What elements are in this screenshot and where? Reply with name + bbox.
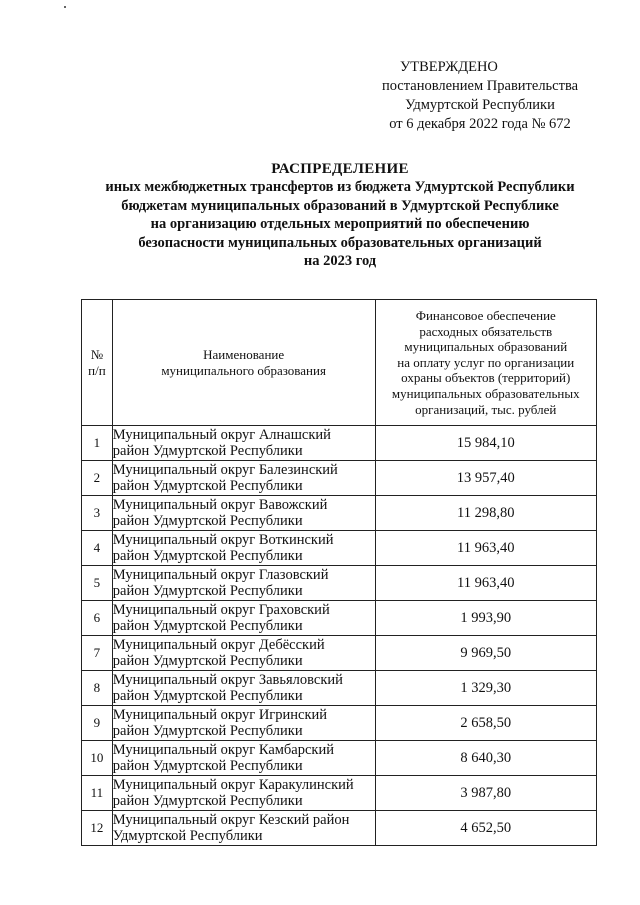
row-number: 9 bbox=[82, 706, 113, 741]
municipality-name-line: район Удмуртской Республики bbox=[112, 478, 303, 495]
municipality-name bbox=[112, 461, 375, 496]
header-amount-line: Финансовое обеспечение bbox=[415, 308, 556, 323]
scan-speck bbox=[64, 6, 66, 8]
table-row bbox=[82, 811, 597, 846]
municipality-name-line: район Удмуртской Республики bbox=[112, 723, 303, 740]
municipality-name bbox=[112, 811, 375, 846]
header-amount bbox=[375, 300, 597, 426]
header-number-line: № bbox=[90, 346, 104, 362]
header-amount-line: на оплату услуг по организации bbox=[397, 354, 575, 370]
approval-heading: УТВЕРЖДЕНО bbox=[400, 59, 498, 75]
amount-value: 11 963,40 bbox=[375, 531, 597, 566]
table-row bbox=[82, 461, 597, 496]
municipality-name bbox=[112, 776, 375, 811]
title-line: безопасности муниципальных образовательных организаций bbox=[138, 234, 542, 251]
table-row bbox=[82, 426, 597, 461]
row-number: 11 bbox=[82, 776, 113, 811]
header-amount-line: муниципальных образований bbox=[404, 339, 568, 355]
table-header-row bbox=[82, 300, 597, 426]
municipality-name-line: Муниципальный округ Граховский bbox=[112, 602, 330, 619]
row-number: 3 bbox=[82, 496, 113, 531]
table-row bbox=[82, 671, 597, 706]
distribution-table bbox=[81, 299, 597, 846]
municipality-name-line: район Удмуртской Республики bbox=[112, 758, 303, 775]
municipality-name-line: Муниципальный округ Игринский bbox=[112, 707, 328, 724]
municipality-name bbox=[112, 601, 375, 636]
row-number: 7 bbox=[82, 636, 113, 671]
amount-value: 4 652,50 bbox=[375, 811, 597, 846]
municipality-name-line: район Удмуртской Республики bbox=[112, 583, 303, 600]
municipality-name-line: Муниципальный округ Воткинский bbox=[112, 532, 334, 549]
row-number: 2 bbox=[82, 461, 113, 496]
header-name-line: муниципального образования bbox=[161, 362, 326, 378]
title-line: на 2023 год bbox=[303, 253, 377, 270]
header-number bbox=[82, 300, 113, 426]
amount-value: 8 640,30 bbox=[375, 741, 597, 776]
municipality-name bbox=[112, 706, 375, 741]
header-amount-line: охраны объектов (территорий) bbox=[401, 370, 571, 386]
municipality-name-line: Муниципальный округ Вавожский bbox=[112, 497, 328, 514]
amount-value: 3 987,80 bbox=[375, 776, 597, 811]
municipality-name-line: Муниципальный округ Камбарский bbox=[112, 742, 334, 759]
amount-value: 11 963,40 bbox=[375, 566, 597, 601]
approval-stamp bbox=[360, 58, 600, 134]
row-number: 6 bbox=[82, 601, 113, 636]
header-amount-line: муниципальных образовательных bbox=[391, 385, 580, 401]
table-row bbox=[82, 776, 597, 811]
amount-value: 13 957,40 bbox=[375, 461, 597, 496]
amount-value: 11 298,80 bbox=[375, 496, 597, 531]
row-number: 10 bbox=[82, 741, 113, 776]
header-amount-line: организаций, тыс. рублей bbox=[415, 401, 557, 417]
municipality-name bbox=[112, 566, 375, 601]
municipality-name-line: Муниципальный округ Каракулинский bbox=[112, 777, 354, 794]
document-title bbox=[40, 160, 640, 270]
municipality-name bbox=[112, 531, 375, 566]
row-number: 1 bbox=[82, 426, 113, 461]
table-row bbox=[82, 496, 597, 531]
row-number: 8 bbox=[82, 671, 113, 706]
header-amount-line: расходных обязательств bbox=[419, 323, 553, 339]
municipality-name-line: район Удмуртской Республики bbox=[112, 653, 303, 670]
municipality-name-line: Муниципальный округ Алнашский bbox=[112, 427, 331, 444]
municipality-name-line: Удмуртской Республики bbox=[112, 828, 263, 845]
approval-authority: Удмуртской Республики bbox=[405, 97, 555, 113]
municipality-name-line: Муниципальный округ Кезский район bbox=[112, 812, 350, 829]
municipality-name bbox=[112, 636, 375, 671]
table-row bbox=[82, 706, 597, 741]
municipality-name-line: район Удмуртской Республики bbox=[112, 618, 303, 635]
municipality-name bbox=[112, 496, 375, 531]
table-row bbox=[82, 601, 597, 636]
municipality-name-line: район Удмуртской Республики bbox=[112, 443, 303, 460]
header-amount-text bbox=[376, 300, 597, 425]
header-name bbox=[112, 300, 375, 426]
amount-value: 1 329,30 bbox=[375, 671, 597, 706]
municipality-name-line: Муниципальный округ Дебёсский bbox=[112, 637, 325, 654]
table-row bbox=[82, 531, 597, 566]
table-row bbox=[82, 636, 597, 671]
table-row bbox=[82, 566, 597, 601]
municipality-name-line: Муниципальный округ Завьяловский bbox=[112, 672, 343, 689]
header-number-line: п/п bbox=[88, 362, 106, 378]
amount-value: 1 993,90 bbox=[375, 601, 597, 636]
amount-value: 2 658,50 bbox=[375, 706, 597, 741]
municipality-name-line: район Удмуртской Республики bbox=[112, 513, 303, 530]
row-number: 12 bbox=[82, 811, 113, 846]
table-row bbox=[82, 741, 597, 776]
approval-date: от 6 декабря 2022 года № 672 bbox=[389, 116, 571, 132]
municipality-name bbox=[112, 671, 375, 706]
title-line: иных межбюджетных трансфертов из бюджета Удмуртской Республики bbox=[105, 179, 575, 196]
row-number: 4 bbox=[82, 531, 113, 566]
amount-value: 15 984,10 bbox=[375, 426, 597, 461]
municipality-name-line: район Удмуртской Республики bbox=[112, 688, 303, 705]
header-name-line: Наименование bbox=[203, 346, 285, 362]
amount-value: 9 969,50 bbox=[375, 636, 597, 671]
municipality-name-line: Муниципальный округ Балезинский bbox=[112, 462, 338, 479]
title-main: РАСПРЕДЕЛЕНИЕ bbox=[271, 161, 409, 177]
title-line: бюджетам муниципальных образований в Удмуртской Республике bbox=[121, 197, 559, 214]
municipality-name bbox=[112, 426, 375, 461]
approval-resolution: постановлением Правительства bbox=[381, 78, 579, 94]
row-number: 5 bbox=[82, 566, 113, 601]
title-line: на организацию отдельных мероприятий по обеспечению bbox=[150, 216, 530, 233]
municipality-name-line: Муниципальный округ Глазовский bbox=[112, 567, 329, 584]
municipality-name bbox=[112, 741, 375, 776]
municipality-name-line: район Удмуртской Республики bbox=[112, 793, 303, 810]
municipality-name-line: район Удмуртской Республики bbox=[112, 548, 303, 565]
